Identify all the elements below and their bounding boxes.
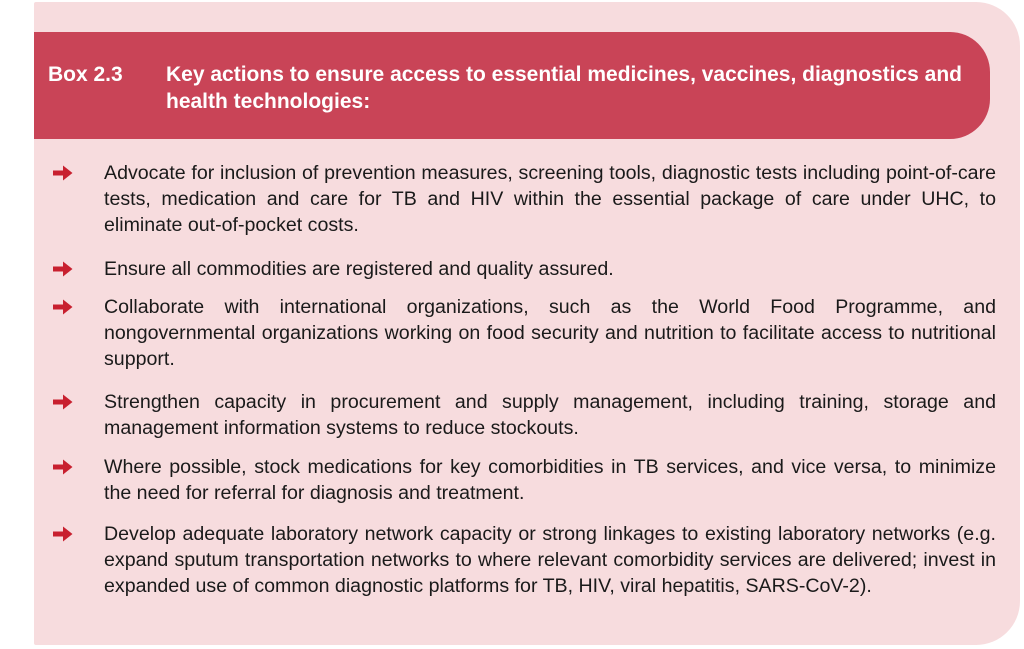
right-arrow-icon <box>52 393 74 411</box>
list-item-text: Advocate for inclusion of prevention measures, screening tools, diagnostic tests including point-of-care tests, medication and care for TB and HIV within the essential package of care under UHC, to eliminate out-of-pocket costs. <box>104 162 996 236</box>
box-header <box>34 32 990 139</box>
right-arrow-icon <box>52 298 74 316</box>
right-arrow-icon <box>52 525 74 543</box>
list-item-text: Ensure all commodities are registered and quality assured. <box>104 258 614 280</box>
list-item-text: Where possible, stock medications for key comorbidities in TB services, and vice versa, to minimize the need for referral for diagnosis and treatment. <box>104 456 996 504</box>
list-item-text: Collaborate with international organizations, such as the World Food Programme, and nongovernmental organizations working on food security and nutrition to facilitate access to nutritional support. <box>104 296 996 370</box>
right-arrow-icon <box>52 260 74 278</box>
box-number: Box 2.3 <box>48 63 123 86</box>
list-item-text: Develop adequate laboratory network capacity or strong linkages to existing laboratory networks (e.g. expand sputum transportation networks to where relevant comorbidity services are delivered; invest in expanded use of common diagnostic platforms for TB, HIV, viral hepatitis, SARS-CoV-2). <box>104 523 996 597</box>
list-item-text: Strengthen capacity in procurement and supply management, including training, storage and management information systems to reduce stockouts. <box>104 391 996 439</box>
right-arrow-icon <box>52 164 74 182</box>
box-title: Key actions to ensure access to essential medicines, vaccines, diagnostics and health technologies: <box>166 63 963 113</box>
right-arrow-icon <box>52 458 74 476</box>
